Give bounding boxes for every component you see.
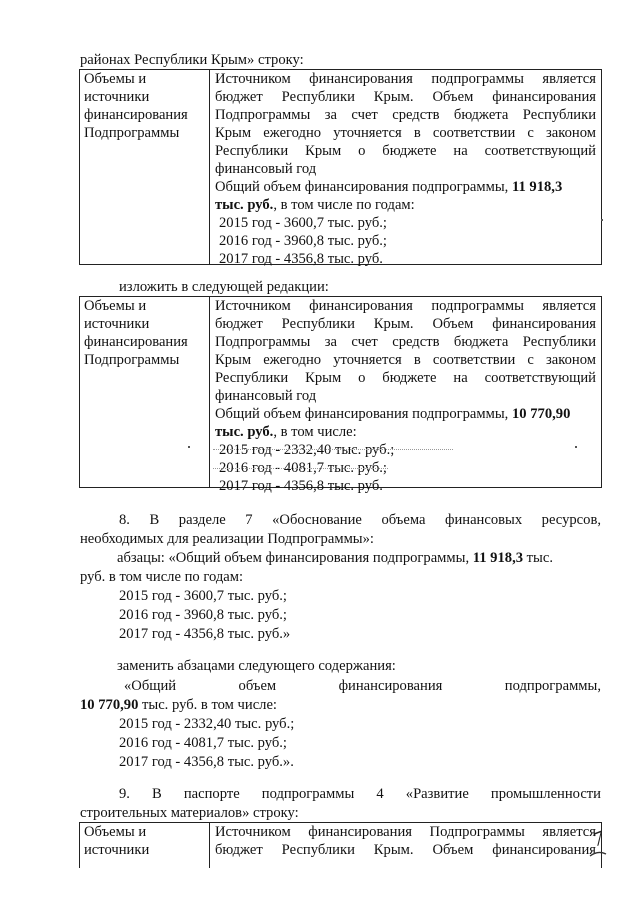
section8-replace-line: заменить абзацами следующего содержания: xyxy=(117,658,396,674)
section8-abzacy-line2: руб. в том числе по годам: xyxy=(80,569,244,585)
section8-year-2016: 2016 год - 3960,8 тыс. руб.; xyxy=(119,607,287,623)
table2-left-cell: Объемы и источники финансирования Подпрограммы xyxy=(84,298,188,368)
table1-left-cell: Объемы и источники финансирования Подпрограммы xyxy=(84,71,188,141)
section8-year-2017: 2017 год - 4356,8 тыс. руб.» xyxy=(119,626,291,642)
table1-right-cell: Источником финансирования подпрограммы является бюджет Республики Крым. Объем финансирования Подпрограммы за счет средств бюджета Республики Крым ежегодно уточняется в соответствии с законом Республики Крым о бюджете на соответствующий финансовый год Общий объем финансирования подпрограммы, 11 918,3 тыс. руб., в том числе по годам: 2015 год - 3600,7 тыс. руб.; 2016 год - 3960,8 тыс. руб.; 2017 год - 4356,8 тыс. руб. xyxy=(215,71,596,267)
section8-new-year-2017: 2017 год - 4356,8 тыс. руб.». xyxy=(119,754,294,770)
page-number: 7 xyxy=(590,826,608,852)
section8-line1: 8. В разделе 7 «Обоснование объема финансовых ресурсов, xyxy=(119,512,601,528)
table2-total-line: Общий объем финансирования подпрограммы, 10 770,90 xyxy=(215,406,571,422)
section9-line2: строительных материалов» строку: xyxy=(80,805,299,821)
table2-right-cell: Источником финансирования подпрограммы является бюджет Республики Крым. Объем финансирования Подпрограммы за счет средств бюджета Республики Крым ежегодно уточняется в соответствии с законом Республики Крым о бюджете на соответствующий финансовый год Общий объем финансирования подпрограммы, 10 770,90 тыс. руб., в том числе: 2015 год - 2332,40 тыс. руб.; 2016 год - 4081,7 тыс. руб.; 2017 год - 4356,8 тыс. руб. xyxy=(215,298,596,494)
table-original xyxy=(79,69,602,265)
section8-line2: необходимых для реализации Подпрограммы»: xyxy=(80,531,374,547)
section9-line1: 9. В паспорте подпрограммы 4 «Развитие промышленности xyxy=(119,786,601,802)
section8-new-line2: 10 770,90 тыс. руб. в том числе: xyxy=(80,697,277,713)
page-number-underline xyxy=(588,846,608,860)
table3-left-cell: Объемы и источники xyxy=(84,824,150,858)
section8-year-2015: 2015 год - 3600,7 тыс. руб.; xyxy=(119,588,287,604)
table-new xyxy=(79,296,602,494)
restate-line: изложить в следующей редакции: xyxy=(119,279,329,295)
section8-abzacy: абзацы: «Общий объем финансирования подпрограммы, 11 918,3 тыс. xyxy=(117,550,553,566)
table-section9 xyxy=(79,822,602,868)
section8-new-year-2015: 2015 год - 2332,40 тыс. руб.; xyxy=(119,716,295,732)
table3-right-cell: Источником финансирования Подпрограммы является бюджет Республики Крым. Объем финансирования xyxy=(215,824,596,858)
section8-new-line1: «Общий объем финансирования подпрограммы, xyxy=(124,678,601,694)
section8-new-year-2016: 2016 год - 4081,7 тыс. руб.; xyxy=(119,735,287,751)
table1-total-line: Общий объем финансирования подпрограммы, 11 918,3 xyxy=(215,179,563,195)
intro-line: районах Республики Крым» строку: xyxy=(80,52,304,68)
